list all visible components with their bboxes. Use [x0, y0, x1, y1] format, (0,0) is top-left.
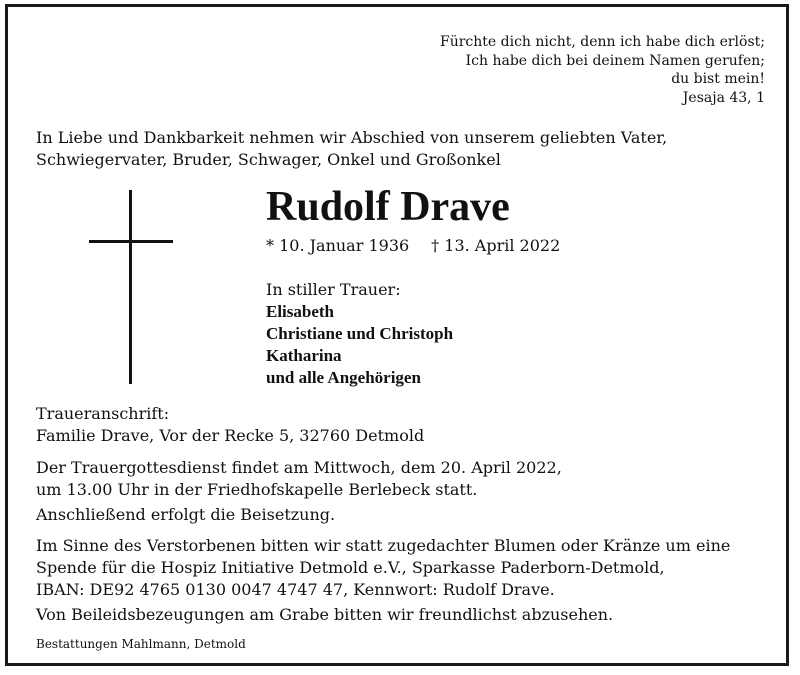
address-line: Familie Drave, Vor der Recke 5, 32760 Detmold: [36, 426, 425, 445]
deceased-name: Rudolf Drave: [266, 184, 510, 230]
life-dates: [266, 236, 560, 255]
address-label: Traueranschrift:: [36, 404, 170, 423]
mourner-name: Christiane und Christoph: [266, 324, 454, 343]
intro-line: Schwiegervater, Bruder, Schwager, Onkel und Großonkel: [36, 150, 501, 169]
cross-horizontal-bar: [89, 240, 173, 243]
service-line: um 13.00 Uhr in der Friedhofskapelle Berlebeck statt.: [36, 480, 478, 499]
death-date: † 13. April 2022: [431, 236, 561, 255]
intro-line: In Liebe und Dankbarkeit nehmen wir Abschied von unserem geliebten Vater,: [36, 128, 668, 147]
donation-line: IBAN: DE92 4765 0130 0047 4747 47, Kennwort: Rudolf Drave.: [36, 580, 555, 599]
donation-line: Im Sinne des Verstorbenen bitten wir statt zugedachter Blumen oder Kränze um eine: [36, 536, 731, 555]
undertaker-name: Bestattungen Mahlmann, Detmold: [36, 637, 246, 651]
birth-date: * 10. Januar 1936: [266, 236, 410, 255]
verse-line: du bist mein!: [671, 71, 765, 87]
mourner-name: Elisabeth: [266, 302, 335, 321]
cross-vertical-bar: [129, 190, 132, 384]
donation-block: [36, 535, 781, 601]
mourner-name: und alle Angehörigen: [266, 368, 421, 387]
bible-verse: [440, 33, 765, 107]
service-line: Der Trauergottesdienst findet am Mittwoch, dem 20. April 2022,: [36, 458, 562, 477]
condolence-line: Von Beileidsbezeugungen am Grabe bitten wir freundlichst abzusehen.: [36, 605, 614, 624]
mourners-label: In stiller Trauer:: [266, 280, 401, 299]
condolence-text: [36, 604, 781, 626]
intro-text: [36, 127, 776, 171]
verse-source: Jesaja 43, 1: [682, 89, 765, 106]
service-block: [36, 457, 781, 501]
mourners-block: [266, 279, 453, 389]
cross-icon: [89, 190, 173, 384]
obituary-frame: [5, 4, 789, 666]
burial-line: Anschließend erfolgt die Beisetzung.: [36, 505, 336, 524]
mourner-name: Katharina: [266, 346, 342, 365]
address-block: [36, 403, 781, 447]
donation-line: Spende für die Hospiz Initiative Detmold e.V., Sparkasse Paderborn-Detmold,: [36, 558, 665, 577]
verse-line: Ich habe dich bei deinem Namen gerufen;: [465, 52, 765, 69]
burial-text: [36, 504, 781, 526]
verse-line: Fürchte dich nicht, denn ich habe dich erlöst;: [439, 34, 765, 50]
